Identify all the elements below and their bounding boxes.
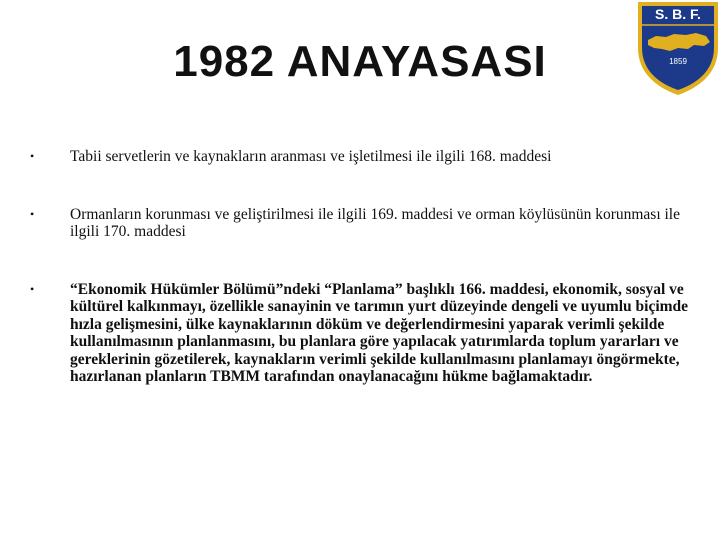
bullet-marker: • xyxy=(30,149,35,163)
logo-lettering: S. B. F. xyxy=(655,6,701,22)
bullet-item xyxy=(30,148,690,166)
sbf-logo xyxy=(636,0,720,96)
sbf-shield-icon xyxy=(636,0,720,96)
bullet-item xyxy=(30,281,690,386)
bullet-text: “Ekonomik Hükümler Bölümü”ndeki “Planlama” başlıklı 166. maddesi, ekonomik, sosyal ve kültürel kalkınmayı, özellikle sanayinin ve tarımın yurt düzeyinde dengeli ve uyumlu biçimde hızla gelişmesini, ülke kaynaklarının döküm ve değerlendirmesini yaparak verimli şekilde kullanılmasının planlanmasını, bu planlara göre yapılacak yatırımlarda toplum yararları ve gereklerinin gözetilerek, kaynakların verimli şekilde kullanılmasını planlamayı öngörmekte, hazırlanan planların TBMM tarafından onaylanacağını hükme bağlamaktadır. xyxy=(70,280,689,385)
bullet-text: Ormanların korunması ve geliştirilmesi ile ilgili 169. maddesi ve orman köylüsünün korunması ile ilgili 170. maddesi xyxy=(70,205,680,240)
bullet-list xyxy=(30,148,690,386)
slide-title: 1982 ANAYASASI xyxy=(173,37,547,86)
bullet-text: Tabii servetlerin ve kaynakların aranması ve işletilmesi ile ilgili 168. maddesi xyxy=(70,148,552,165)
bullet-item xyxy=(30,206,690,241)
bullet-marker: • xyxy=(30,206,35,221)
bullet-marker: • xyxy=(30,281,35,296)
logo-year: 1859 xyxy=(669,57,687,66)
